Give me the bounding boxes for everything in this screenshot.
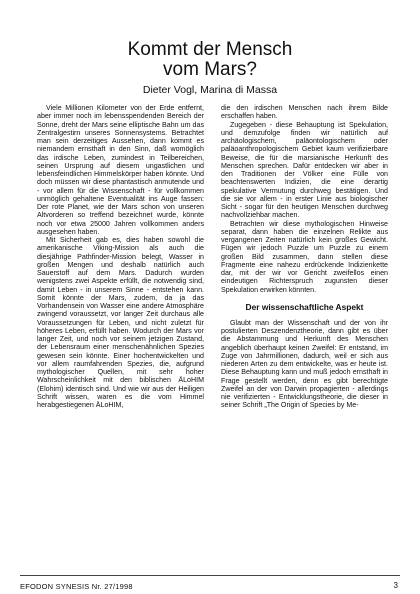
paragraph: Zugegeben - diese Behauptung ist Spekulation, und demzufolge finden wir natürlich auf archäologischem, paläontologischem oder paläoanthropologischem Gebiet kaum verifizierbare Beweise, die für die marsianische Herkunft des Menschen sprechen. Dafür entdecken wir aber in den Traditionen der Völker eine Fülle von beachtenswerten Indizien, die eine derartig spekulative Vermutung durchweg bestätigen. Und die sie vor allem - in erster Linie aus biologischer Sicht - sogar für den heutigen Menschen durchweg nachvollziehbar machen. <box>221 120 388 220</box>
section-heading: Der wissenschaftliche Aspekt <box>245 301 364 312</box>
article-authors: Dieter Vogl, Marina di Massa <box>142 84 278 96</box>
footer-divider <box>20 575 400 576</box>
journal-footer: EFODON SYNESIS Nr. 27/1998 <box>20 582 133 591</box>
article-title <box>40 40 380 80</box>
article-title-line-2: vom Mars? <box>163 59 257 80</box>
page-number: 3 <box>393 581 398 590</box>
paragraph: Viele Millionen Kilometer von der Erde entfernt, aber immer noch im lebensspendenden Bereich der Sonne, dreht der Mars seine elliptische Bahn um das Zentralgestirn unseres Sonnensystems. Betrachtet man sein derzeitiges Aussehen, dann kommt es niemandem ernsthaft in den Sinn, daß womöglich das irdische Leben, zumindest in Teilbereichen, seinen Ursprung auf diesem ungastlichen und lebensfeindlichen Himmelskörper haben könnte. Und doch müssen wir diese phantastisch anmutende und - vor allem für die Wissenschaft - für vollkommen unmöglich gehaltene Eventualität ins Auge fassen: Der rote Planet, wie der Mars schon von unseren Altvorderen so treffend bezeichnet wurde, könnte noch vor etwa 25000 Jahren vollkommen anders ausgesehen haben. <box>37 104 204 236</box>
paragraph: die den irdischen Menschen nach ihrem Bilde erschaffen haben. <box>221 104 388 121</box>
paragraph: Glaubt man der Wissenschaft und der von ihr postulierten Deszendenztheorie, dann gibt es über die Abstammung und Herkunft des Menschen angeblich überhaupt keinen Zweifel: Er entstand, im Zuge von Jahrmillionen, dadurch, weil er sich aus niederen Arten zu dem entwickelte, was er heute ist. Diese Behauptung kann und muß jedoch ernsthaft in Frage gestellt werden, denn es gibt berechtigte Zweifel an der von Darwin propagierten - allerdings nie verifizierten - Entwicklungstheorie, die dieser in seiner Schrift „The Origin of Species by Me- <box>221 318 388 410</box>
paragraph: Mit Sicherheit gab es, dies haben sowohl die amerikanische Viking-Mission als auch die diesjährige Pathfinder-Mission belegt, Wasser in großen Mengen und deshalb natürlich auch Sauerstoff auf dem Mars. Dadurch wurden wenigstens zwei Aspekte erfüllt, die notwendig sind, damit Leben - in unserem Sinne - entstehen kann. Somit könnte der Mars, zudem, da ja das Vorhandensein von Wasser eine andere Atmosphäre zwingend voraussetzt, vor langer Zeit durchaus alle Voraussetzungen für Leben, und nicht zuletzt für höheres Leben, erfüllt haben. Wodurch der Mars vor langer Zeit, und noch vor seinem jetzigen Zustand, der Lebensraum einer menschenähnlichen Spezies gewesen sein könnte. Einer hochentwickelten und vor allem raumfahrenden Spezies, die, aufgrund mythologischer Quellen, mit sehr hoher Wahrscheinlichkeit mit den biblischen ÄLoHIM (Elohim) identisch sind. Und wie wir aus der Heiligen Schrift wissen, waren es die vom Himmel herabgestiegenen ÄLoHIM, <box>37 236 204 409</box>
article-title-line-1: Kommt der Mensch <box>127 39 293 60</box>
right-column <box>221 104 388 410</box>
left-column <box>37 104 204 409</box>
paragraph: Betrachten wir diese mythologischen Hinweise separat, dann haben die einzelnen Relikte aus vergangenen Zeiten natürlich kein großes Gewicht. Fügen wir jedoch Puzzle um Puzzle zu einem großen Bild zusammen, dann stellen diese Fragmente eine nahezu erdrückende Indizienkette dar, mit der wir vor Gericht zweifellos einen eindeutigen Richterspruch zugunsten dieser Spekulation erwirken könnten. <box>221 219 388 294</box>
